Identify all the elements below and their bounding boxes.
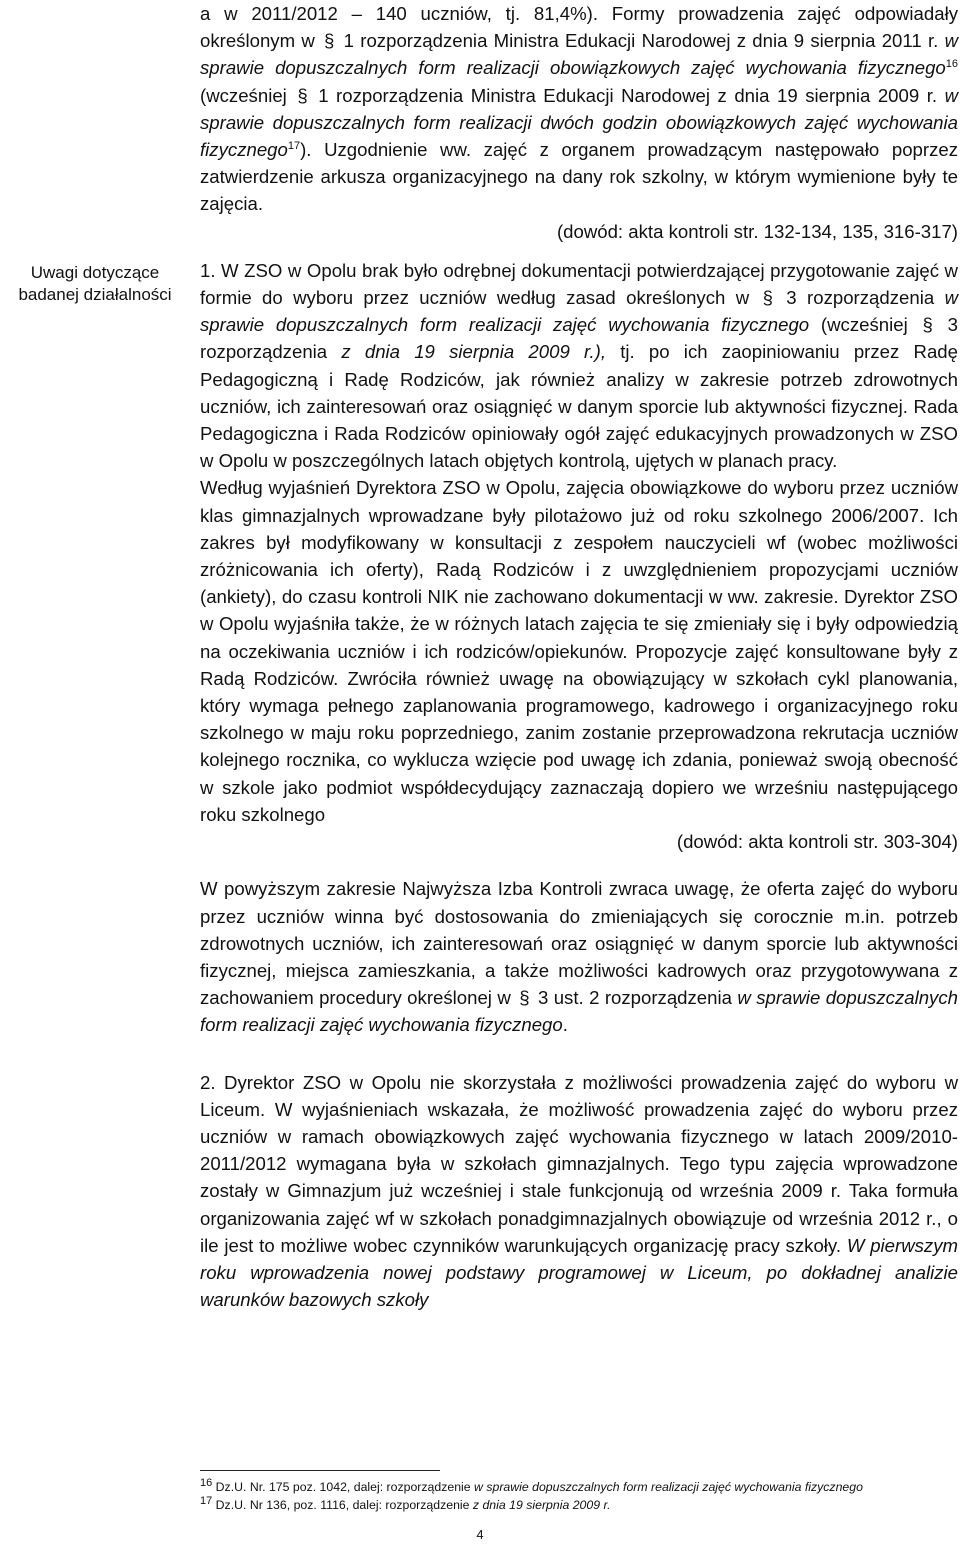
section-sign: §	[297, 84, 308, 106]
paragraph-forms	[200, 0, 958, 218]
section-sign: §	[922, 314, 933, 336]
text-run: 3 rozporządzenia	[200, 314, 958, 363]
margin-heading-line2: badanej działalności	[18, 285, 172, 304]
regulation-date: z dnia 19 sierpnia 2009 r.),	[341, 341, 607, 363]
paragraph-finding-1	[200, 257, 958, 475]
footnote-separator	[200, 1470, 440, 1471]
regulation-title: w sprawie dopuszczalnych form realizacji zajęć wychowania fizycznego	[200, 287, 958, 336]
text-run: tj. po ich zaopiniowaniu przez Radę Pedagogiczną i Radę Rodziców, jak również analizy w zakresie potrzeb zdrowotnych uczniów, ich zainteresowań oraz osiągnięć w danym sporcie lub aktywności fizycznej. Rada Pedagogiczna i Rada Rodziców opiniowały ogół zajęć edukacyjnych prowadzonych w ZSO w Opolu w poszczególnych latach objętych kontrolą, ujętych w planach pracy.	[200, 341, 958, 472]
section-sign: §	[324, 30, 335, 52]
footnote-ref: 16	[945, 58, 958, 71]
evidence-reference: (dowód: akta kontroli str. 303-304)	[676, 831, 958, 853]
page-number: 4	[476, 1527, 484, 1542]
footnote-16	[200, 1478, 958, 1496]
text-run: ). Uzgodnienie ww. zajęć z organem prowadzącym następowało poprzez zatwierdzenie arkusza organizacyjnego na dany rok szkolny, w którym wymienione były te zajęcia.	[200, 139, 958, 215]
evidence-reference: (dowód: akta kontroli str. 132-134, 135, 316-317)	[556, 220, 958, 242]
text-run: 1 rozporządzenia Ministra Edukacji Narodowej z dnia 9 sierpnia 2011 r.	[337, 30, 945, 52]
footnote-17	[200, 1496, 958, 1514]
footnote-italic: w sprawie dopuszczalnych form realizacji zajęć wychowania fizycznego	[474, 1480, 863, 1494]
quoted-explanation: W pierwszym roku wprowadzenia nowej podstawy programowej w Liceum, po dokładnej analizie warunków bazowych szkoły	[200, 1234, 959, 1311]
text-run: (wcześniej	[200, 84, 295, 106]
footnote-italic: z dnia 19 sierpnia 2009 r.	[472, 1498, 611, 1512]
regulation-title: w sprawie dopuszczalnych form realizacji zajęć wychowania fizycznego	[200, 987, 958, 1036]
section-sign: §	[519, 987, 530, 1009]
regulation-title: w sprawie dopuszczalnych form realizacji dwóch godzin obowiązkowych zajęć wychowania fizycznego	[200, 84, 958, 161]
footnote-ref: 17	[287, 139, 301, 152]
footnote-text: Dz.U. Nr 136, poz. 1116, dalej: rozporządzenie	[212, 1498, 473, 1512]
margin-heading-line1: Uwagi dotyczące	[30, 263, 160, 282]
footnote-number: 16	[200, 1476, 213, 1489]
text-run: 3 rozporządzenia	[775, 287, 945, 309]
text-run: 1. W ZSO w Opolu brak było odrębnej dokumentacji potwierdzającej przygotowanie zajęć w formie do wyboru przez uczniów według zasad określonych w	[200, 259, 958, 309]
text-run: (wcześniej	[809, 314, 920, 336]
text-run: .	[562, 1014, 568, 1036]
margin-heading	[0, 262, 190, 306]
footnotes	[200, 1478, 958, 1514]
regulation-title: w sprawie dopuszczalnych form realizacji obowiązkowych zajęć wychowania fizycznego	[200, 30, 959, 79]
section-sign: §	[762, 287, 773, 309]
text-run: 3 ust. 2 rozporządzenia	[532, 987, 738, 1009]
text-run: W powyższym zakresie Najwyższa Izba Kontroli zwraca uwagę, że oferta zajęć do wyboru przez uczniów winna być dostosowania do zmieniających się corocznie m.in. potrzeb zdrowotnych uczniów, ich zainteresowań oraz osiągnięć w danym sporcie lub aktywności fizycznej, miejsca zamieszkania, a także możliwości kadrowych oraz przygotowywana z zachowaniem procedury określonej w	[200, 878, 958, 1009]
paragraph-director-explanation: Według wyjaśnień Dyrektora ZSO w Opolu, zajęcia obowiązkowe do wyboru przez uczniów klas gimnazjalnych wprowadzane były pilotażowo już od roku szkolnego 2006/2007. Ich zakres był modyfikowany w konsultacji z zespołem nauczycieli wf (wobec możliwości zróżnicowania ich oferty), Radą Rodziców i z uwzględnieniem propozycjami uczniów (ankiety), do czasu kontroli NIK nie zachowano dokumentacji w ww. zakresie. Dyrektor ZSO w Opolu wyjaśniła także, że w różnych latach zajęcia te się zmieniały się i były odpowiedzią na oczekiwania uczniów i ich rodziców/opiekunów. Propozycje zajęć konsultowane były z Radą Rodziców. Zwróciła również uwagę na obowiązujący w szkołach cykl planowania, który wymaga pełnego zaplanowania programowego, kadrowego i organizacyjnego roku szkolnego w maju roku poprzedniego, zanim zostanie przeprowadzona rekrutacja uczniów kolejnego rocznika, co wyklucza wzięcie pod uwagę ich zdania, ponieważ swoją obecność w szkole jako podmiot współdecydujący zaznaczają dopiero we wrześniu następującego roku szkolnego	[200, 477, 958, 825]
text-run: 2. Dyrektor ZSO w Opolu nie skorzystała z możliwości prowadzenia zajęć do wyboru w Liceum. W wyjaśnieniach wskazała, że możliwość prowadzenia zajęć do wyboru przez uczniów w ramach obowiązkowych zajęć wychowania fizycznego w latach 2009/2010-2011/2012 wymagana była w szkołach gimnazjalnych. Tego typu zajęcia wprowadzone zostały w Gimnazjum już wcześniej i stale funkcjonują od września 2009 r. Taka formuła organizowania zajęć wf w szkołach ponadgimnazjalnych obowiązuje od września 2012 r., o ile jest to możliwe wobec czynników warunkujących organizację pracy szkoły.	[200, 1071, 958, 1256]
footnote-number: 17	[200, 1494, 213, 1507]
text-run: a w 2011/2012 – 140 uczniów, tj. 81,4%). Formy prowadzenia zajęć odpowiadały określonym w	[200, 3, 958, 52]
paragraph-finding-2	[200, 1069, 958, 1314]
main-text	[200, 0, 958, 1313]
footnote-text: Dz.U. Nr. 175 poz. 1042, dalej: rozporządzenie	[212, 1480, 475, 1494]
text-run: 1 rozporządzenia Ministra Edukacji Narodowej z dnia 19 sierpnia 2009 r.	[310, 84, 945, 106]
paragraph-nik-remark	[200, 875, 958, 1038]
